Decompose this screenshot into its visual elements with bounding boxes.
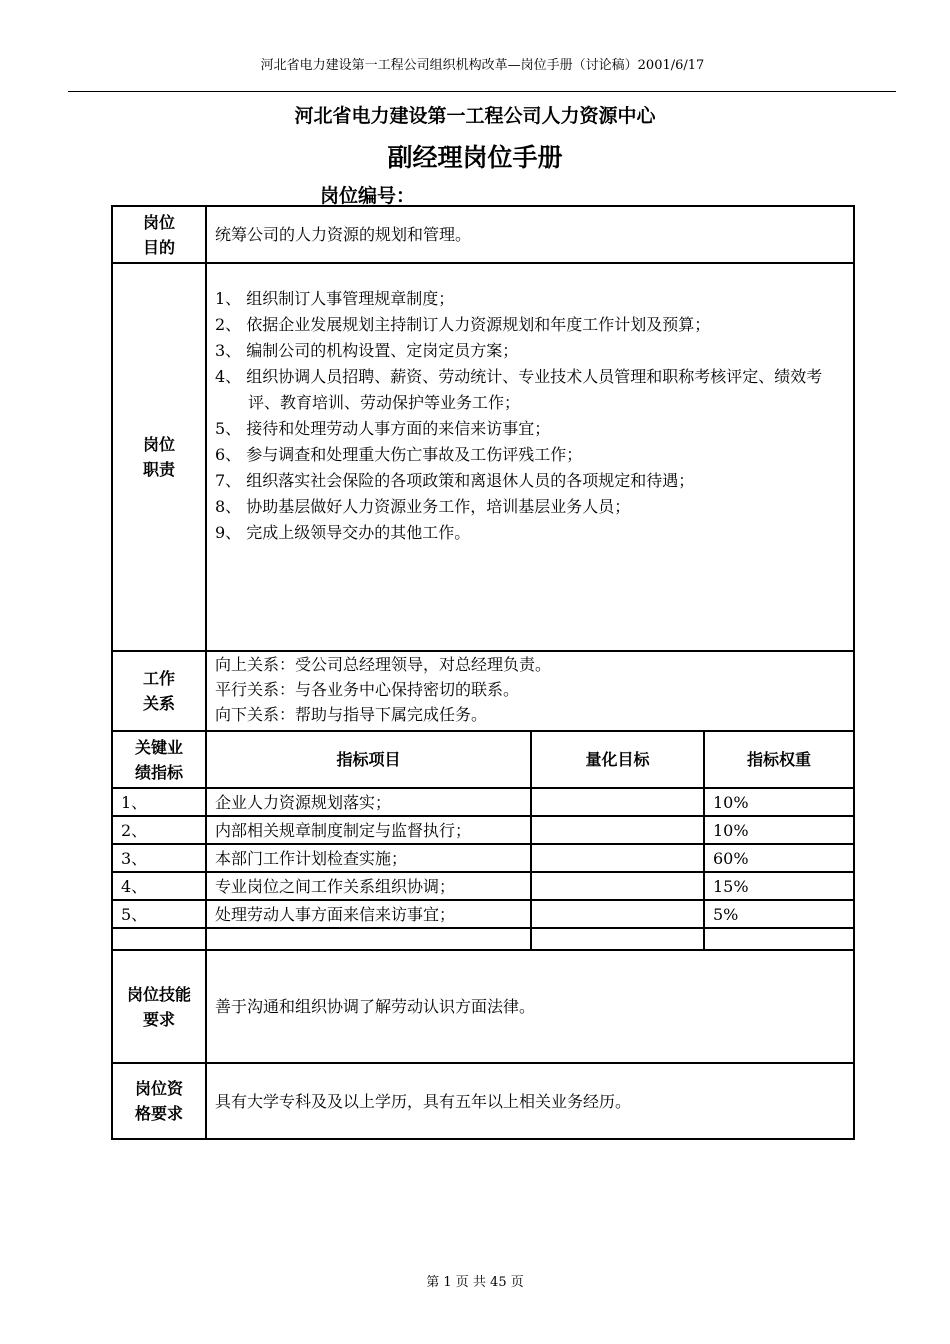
- relation-down: 向下关系：帮助与指导下属完成任务。: [215, 705, 488, 724]
- duties-row: [112, 263, 854, 651]
- kpi-weight: 10%: [704, 816, 854, 844]
- position-code-label: 岗位编号：: [320, 185, 416, 207]
- duty-item: 6、 参与调查和处理重大伤亡事故及工伤评残工作；: [215, 445, 583, 464]
- skills-text: 善于沟通和组织协调了解劳动认识方面法律。: [206, 950, 854, 1063]
- kpi-col-item: 指标项目: [206, 731, 531, 788]
- kpi-target: [531, 900, 704, 928]
- relations-cell: [206, 651, 854, 731]
- kpi-row: [112, 816, 854, 844]
- kpi-no: 3、: [112, 844, 206, 872]
- position-code: [318, 181, 417, 208]
- kpi-item: 企业人力资源规划落实；: [206, 788, 531, 816]
- purpose-text: 统筹公司的人力资源的规划和管理。: [206, 206, 854, 263]
- kpi-no: 2、: [112, 816, 206, 844]
- kpi-target: [531, 816, 704, 844]
- running-header: 河北省电力建设第一工程公司组织机构改革—岗位手册（讨论稿）2001/6/17: [260, 58, 705, 73]
- skills-label: 岗位技能 要求: [112, 950, 206, 1063]
- kpi-row: [112, 844, 854, 872]
- duties-label: 岗位 职责: [112, 263, 206, 651]
- duty-item: 5、 接待和处理劳动人事方面的来信来访事宜；: [215, 419, 551, 438]
- kpi-item: 专业岗位之间工作关系组织协调；: [206, 872, 531, 900]
- duty-item: 3、 编制公司的机构设置、定岗定员方案；: [215, 341, 519, 360]
- page-footer: 第 1 页 共 45 页: [426, 1275, 524, 1290]
- kpi-item: 内部相关规章制度制定与监督执行；: [206, 816, 531, 844]
- qualification-text: 具有大学专科及及以上学历，具有五年以上相关业务经历。: [206, 1063, 854, 1139]
- kpi-col-target: 量化目标: [531, 731, 704, 788]
- job-table: [111, 205, 855, 1140]
- duty-item: 9、 完成上级领导交办的其他工作。: [215, 523, 471, 542]
- kpi-target: [531, 844, 704, 872]
- kpi-no: 5、: [112, 900, 206, 928]
- relation-parallel: 平行关系：与各业务中心保持密切的联系。: [215, 680, 520, 699]
- kpi-empty-row: [112, 928, 854, 950]
- kpi-target: [531, 872, 704, 900]
- duties-list: [215, 286, 845, 546]
- kpi-weight: 10%: [704, 788, 854, 816]
- org-title: 河北省电力建设第一工程公司人力资源中心: [294, 105, 656, 127]
- kpi-row: [112, 900, 854, 928]
- kpi-weight: 60%: [704, 844, 854, 872]
- header-rule: [68, 91, 896, 92]
- relation-up: 向上关系：受公司总经理领导，对总经理负责。: [215, 655, 552, 674]
- relations-row: [112, 651, 854, 731]
- duty-item: 7、 组织落实社会保险的各项政策和离退休人员的各项规定和待遇；: [215, 471, 695, 490]
- kpi-item: 本部门工作计划检查实施；: [206, 844, 531, 872]
- kpi-row: [112, 788, 854, 816]
- manual-title: 副经理岗位手册: [387, 143, 563, 172]
- kpi-col-weight: 指标权重: [704, 731, 854, 788]
- kpi-no: 4、: [112, 872, 206, 900]
- duty-item: 8、 协助基层做好人力资源业务工作，培训基层业务人员；: [215, 497, 631, 516]
- kpi-weight: 15%: [704, 872, 854, 900]
- duties-cell: [206, 263, 854, 651]
- kpi-header-row: [112, 731, 854, 788]
- kpi-no: 1、: [112, 788, 206, 816]
- qualification-label: 岗位资 格要求: [112, 1063, 206, 1139]
- kpi-weight: 5%: [704, 900, 854, 928]
- kpi-label: 关键业 绩指标: [112, 731, 206, 788]
- duty-item: 2、 依据企业发展规划主持制订人力资源规划和年度工作计划及预算；: [215, 315, 711, 334]
- purpose-label: 岗位 目的: [112, 206, 206, 263]
- kpi-row: [112, 872, 854, 900]
- kpi-item: 处理劳动人事方面来信来访事宜；: [206, 900, 531, 928]
- relations-label: 工作 关系: [112, 651, 206, 731]
- duty-item: 1、 组织制订人事管理规章制度；: [215, 289, 455, 308]
- qualification-row: [112, 1063, 854, 1139]
- purpose-row: [112, 206, 854, 263]
- kpi-target: [531, 788, 704, 816]
- duty-item: 4、 组织协调人员招聘、薪资、劳动统计、专业技术人员管理和职称考核评定、绩效考评、教育培训、劳动保护等业务工作；: [215, 367, 823, 412]
- skills-row: [112, 950, 854, 1063]
